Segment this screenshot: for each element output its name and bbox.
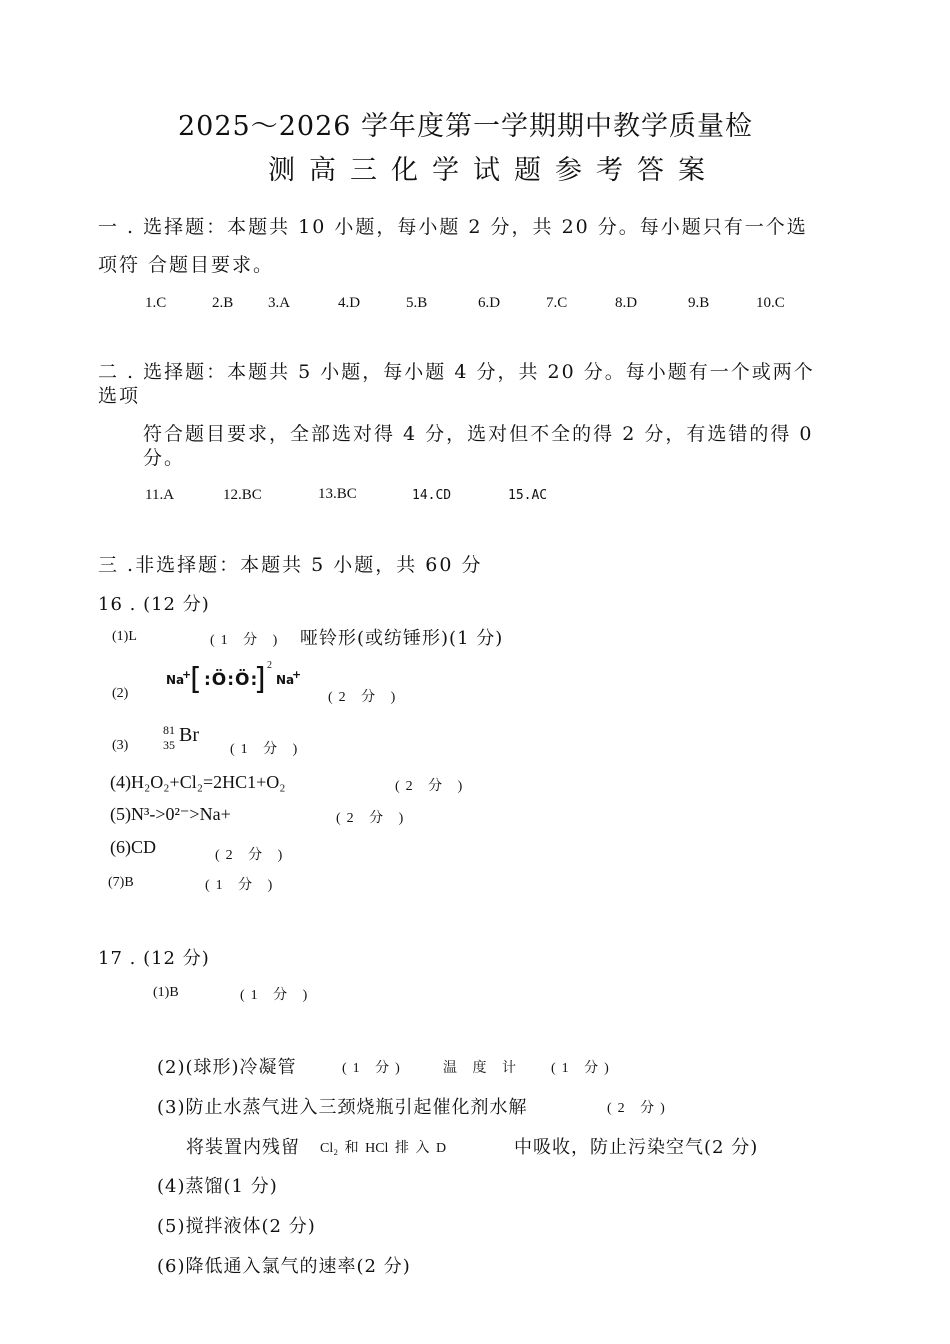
answer-2: 2.B	[212, 295, 234, 311]
q16-p4-score: (2 分 )	[395, 779, 469, 794]
q17-p4-text: (4)蒸馏(1 分)	[157, 1176, 278, 1197]
q16-p2-score: (2 分 )	[328, 690, 402, 705]
na-ion-right: Na	[276, 673, 295, 687]
answer-7: 7.C	[546, 295, 568, 311]
right-bracket: ]	[254, 662, 266, 697]
section2-line-1: 二 . 选择题：本题共 5 小题，每小题 4 分，共 20 分。每小题有一个或两个	[98, 361, 815, 383]
q17-p1-label: (1)B	[153, 985, 179, 1000]
q16-p3-score: (1 分 )	[230, 742, 304, 757]
answer-13: 13.BC	[318, 486, 357, 502]
q17-p2-score-1: (1 分)	[342, 1061, 406, 1076]
answer-14: 14.CD	[412, 488, 452, 503]
atomic-number: 35	[163, 738, 175, 752]
q16-p6-score: (2 分 )	[215, 848, 289, 863]
q16-p5-score: (2 分 )	[336, 811, 410, 826]
answer-1: 1.C	[145, 295, 167, 311]
title-line-1: 2025～2026 学年度第一学期期中教学质量检	[178, 111, 754, 142]
section1-line-2: 项符 合题目要求。	[98, 254, 275, 276]
element-symbol: Br	[179, 724, 199, 746]
section1-line-1: 一 . 选择题：本题共 10 小题，每小题 2 分，共 20 分。每小题只有一个选	[98, 216, 808, 238]
q17-p3-score: (2 分)	[607, 1101, 671, 1116]
q16-p6-text: (6)CD	[110, 837, 156, 857]
answer-6: 6.D	[478, 295, 501, 311]
q17-p5-text: (5)搅拌液体(2 分)	[157, 1216, 316, 1237]
answer-10: 10.C	[756, 295, 785, 311]
q16-p1-text: 哑铃形(或纺锤形)(1 分)	[300, 628, 504, 649]
na-ion-right-charge: +	[292, 668, 302, 681]
q17-p3b-b: Cl₂ 和 HCl 排 入 D	[320, 1141, 447, 1156]
answer-3: 3.A	[268, 295, 291, 311]
q16-p1-score: (1 分 )	[210, 633, 284, 648]
q16-p4-text: (4)H₂O₂+Cl₂=2HC1+O₂	[110, 772, 286, 792]
mass-number: 81	[163, 723, 175, 737]
section2-line-3: 符合题目要求，全部选对得 4 分，选对但不全的得 2 分，有选错的得 0	[143, 423, 814, 445]
answer-5: 5.B	[406, 295, 428, 311]
q16-p5-text: (5)N³->0²⁻>Na+	[110, 804, 231, 824]
peroxide-electron-dots: :Ö:Ö:	[204, 670, 259, 690]
q17-p3b-a: 将装置内残留	[186, 1137, 300, 1158]
na-ion-left-charge: +	[182, 668, 192, 681]
q16-p7-score: (1 分 )	[205, 878, 279, 893]
answer-15: 15.AC	[508, 488, 548, 503]
section3-heading: 三 .非选择题：本题共 5 小题，共 60 分	[98, 554, 483, 576]
q17-p2-score-2: (1 分)	[551, 1061, 615, 1076]
answer-12: 12.BC	[223, 487, 262, 503]
peroxide-charge: 2	[267, 660, 272, 671]
answer-9: 9.B	[688, 295, 710, 311]
q16-p3-label: (3)	[112, 738, 129, 753]
answer-8: 8.D	[615, 295, 638, 311]
q17-p2-text: (2)(球形)冷凝管	[157, 1057, 297, 1078]
q17-p2-text-2: 温 度 计	[443, 1061, 522, 1076]
q17-p3b-c: 中吸收，防止污染空气(2 分)	[514, 1137, 759, 1158]
answer-11: 11.A	[145, 487, 175, 503]
left-bracket: [	[190, 662, 202, 697]
na-ion-left: Na	[166, 673, 185, 687]
q17-heading: 17 . (12 分)	[98, 948, 210, 969]
q17-p3-text: (3)防止水蒸气进入三颈烧瓶引起催化剂水解	[157, 1097, 528, 1118]
q16-p2-label: (2)	[112, 686, 129, 701]
section2-line-2: 选项	[98, 385, 141, 407]
q16-p1-label: (1)L	[112, 629, 137, 644]
q16-p7-label: (7)B	[108, 875, 134, 890]
title-line-2: 测高三化学试题参考答案	[268, 155, 719, 186]
q17-p6-text: (6)降低通入氯气的速率(2 分)	[157, 1256, 411, 1277]
answer-4: 4.D	[338, 295, 361, 311]
section2-line-4: 分。	[143, 447, 186, 469]
q17-p1-score: (1 分 )	[240, 988, 314, 1003]
q16-heading: 16 . (12 分)	[98, 594, 210, 615]
